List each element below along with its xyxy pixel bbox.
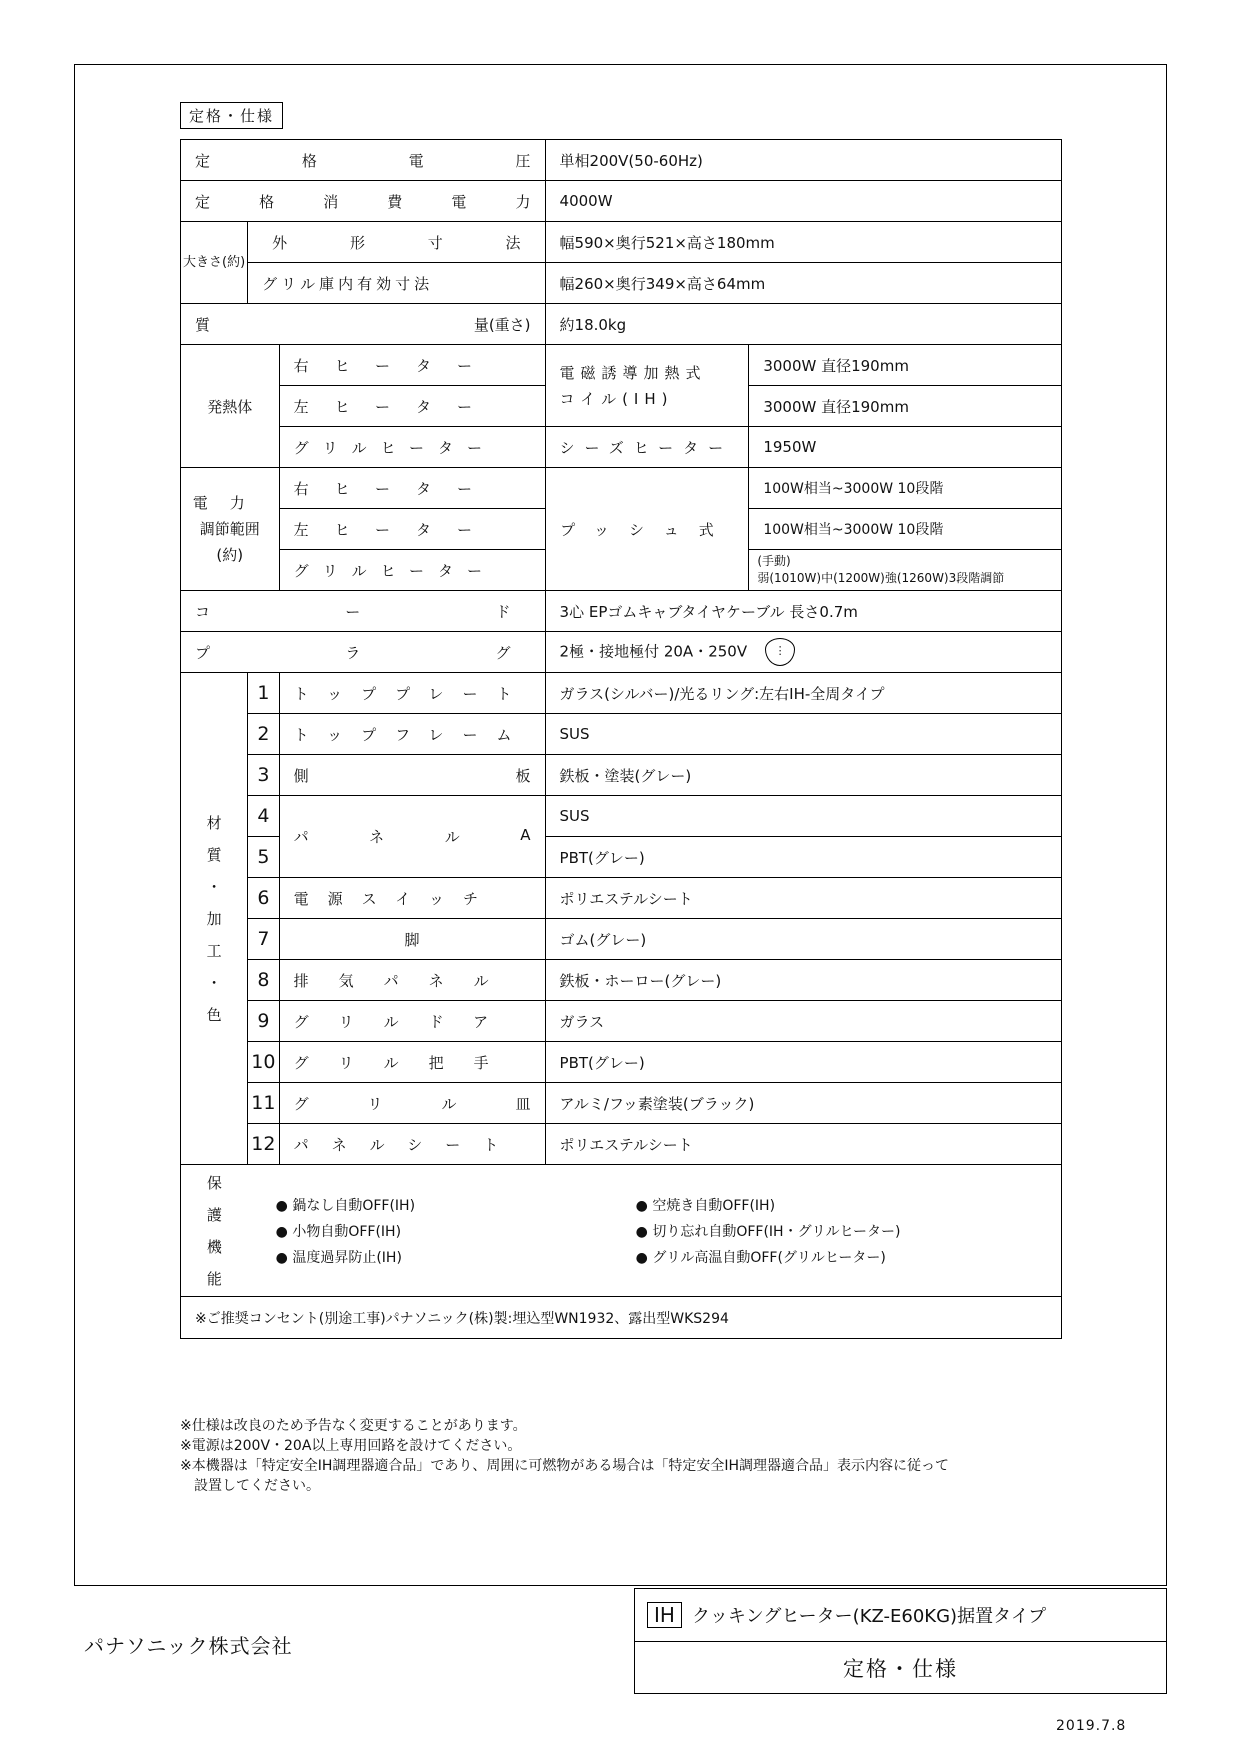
char: 消: [323, 192, 339, 211]
mat-value: 鉄板・塗装(グレー): [545, 755, 1061, 796]
control-right-value: 100W相当~3000W 10段階: [749, 468, 1062, 509]
mat-value: ガラス(シルバー)/光るリング:左右IH-全周タイプ: [545, 673, 1061, 714]
char: 形: [349, 233, 365, 252]
vertical-char: 機: [206, 1237, 222, 1256]
table-row: [181, 427, 1062, 468]
mat-part: パネルシート: [279, 1124, 545, 1165]
char: 電: [408, 151, 424, 170]
mat-value: ガラス: [545, 1001, 1061, 1042]
section-label: 定格・仕様: [180, 102, 283, 129]
weight-label-left: 質: [195, 315, 211, 334]
table-row: [181, 878, 1062, 919]
char: 寸: [427, 233, 443, 252]
vertical-char: 加: [206, 909, 222, 928]
table-row: [181, 1165, 1062, 1297]
spread: [195, 642, 531, 663]
vertical-char: 色: [206, 1005, 222, 1024]
grill-size-label: グリル庫内有効寸法: [248, 263, 545, 304]
vertical-char: ・: [206, 973, 222, 992]
char: 定: [195, 192, 211, 211]
ih-type: [545, 345, 749, 427]
mat-no: 3: [248, 755, 279, 796]
vertical-char: 質: [206, 845, 222, 864]
char: 板: [515, 766, 531, 785]
spread: [195, 191, 531, 212]
mat-no: 10: [248, 1042, 279, 1083]
control-group-3: (約): [216, 546, 244, 564]
mat-part: 脚: [279, 919, 545, 960]
control-grill-1: (手動): [757, 554, 791, 568]
table-row: [181, 919, 1062, 960]
materials-group-label: [181, 807, 247, 1031]
company-name: パナソニック株式会社: [84, 1634, 293, 1658]
voltage-label: [181, 140, 546, 181]
weight-label: [181, 304, 546, 345]
ih-tag: IH: [647, 1602, 682, 1628]
control-left-value: 100W相当~3000W 10段階: [749, 509, 1062, 550]
char: ネ: [369, 828, 385, 846]
mat-no: 1: [248, 673, 279, 714]
voltage-value: 単相200V(50-60Hz): [545, 140, 1061, 181]
table-row: [181, 181, 1062, 222]
plug-label: [181, 632, 546, 673]
mat-no: 8: [248, 960, 279, 1001]
protection-item: ● 切り忘れ自動OFF(IH・グリルヒーター): [635, 1223, 901, 1240]
mat-no: 12: [248, 1124, 279, 1165]
spread: [294, 1093, 531, 1114]
heater-left-value: 3000W 直径190mm: [749, 386, 1062, 427]
table-row: [181, 1297, 1062, 1339]
heater-left-label: 左ヒーター: [279, 386, 545, 427]
protection-group: [181, 1165, 248, 1297]
mat-no: 4: [248, 796, 279, 837]
protection-items: [248, 1165, 1062, 1297]
mat-value: 鉄板・ホーロー(グレー): [545, 960, 1061, 1001]
char: パ: [293, 828, 309, 846]
power-label: [181, 181, 546, 222]
cord-value: 3心 EPゴムキャブタイヤケーブル 長さ0.7m: [545, 591, 1061, 632]
mat-part: 排気パネル: [279, 960, 545, 1001]
table-row: [181, 345, 1062, 386]
weight-label-right: 量(重さ): [473, 315, 531, 334]
title-block: [634, 1588, 1167, 1694]
heater-grill-value: 1950W: [749, 427, 1062, 468]
notes: [180, 1416, 949, 1496]
size-group: 大きさ(約): [181, 222, 248, 304]
table-row: [181, 1001, 1062, 1042]
mat-part: トップフレーム: [279, 714, 545, 755]
char: 側: [293, 766, 309, 785]
table-row: [181, 755, 1062, 796]
char: ー: [345, 602, 361, 621]
outer-size-value: 幅590×奥行521×高さ180mm: [545, 222, 1061, 263]
mat-no: 9: [248, 1001, 279, 1042]
char: ド: [495, 602, 511, 621]
vertical-char: 材: [206, 813, 222, 832]
table-row: [181, 960, 1062, 1001]
sheath-heater: シーズヒーター: [545, 427, 749, 468]
mat-value: SUS: [545, 714, 1061, 755]
table-row: [181, 468, 1062, 509]
char: A: [520, 826, 531, 844]
doc-title: 定格・仕様: [843, 1656, 958, 1681]
table-row: [181, 591, 1062, 632]
mat-part: グリル把手: [279, 1042, 545, 1083]
cord-label: [181, 591, 546, 632]
vertical-char: 護: [206, 1205, 222, 1224]
table-row: [181, 632, 1062, 673]
table-row: [181, 263, 1062, 304]
table-row: [181, 796, 1062, 837]
mat-value: PBT(グレー): [545, 837, 1061, 878]
control-grill-label: グリルヒーター: [279, 550, 545, 591]
protection-item: ● グリル高温自動OFF(グリルヒーター): [635, 1249, 886, 1266]
table-row: [181, 1083, 1062, 1124]
table-row: [181, 222, 1062, 263]
char: 定: [195, 151, 211, 170]
mat-part: [279, 796, 545, 878]
table-row: [181, 673, 1062, 714]
protection-group-label: [181, 1167, 248, 1295]
table-row: [181, 714, 1062, 755]
spread: [262, 232, 530, 253]
char: リ: [367, 1094, 383, 1113]
spread: [195, 314, 531, 335]
control-right-label: 右ヒーター: [279, 468, 545, 509]
mat-value: ポリエステルシート: [545, 1124, 1061, 1165]
mat-no: 6: [248, 878, 279, 919]
protection-grid: [262, 1195, 1047, 1267]
spec-table: [180, 139, 1062, 1339]
mat-no: 7: [248, 919, 279, 960]
recommend-note: ※ご推奨コンセント(別途工事)パナソニック(株)製:埋込型WN1932、露出型WKS294: [181, 1297, 1062, 1339]
mat-part: トッププレート: [279, 673, 545, 714]
control-grill-value: [749, 550, 1062, 591]
mat-part: [279, 755, 545, 796]
control-left-label: 左ヒーター: [279, 509, 545, 550]
heater-grill-label: グリルヒーター: [279, 427, 545, 468]
plug-value-text: 2極・接地極付 20A・250V: [559, 642, 748, 661]
mat-value: PBT(グレー): [545, 1042, 1061, 1083]
vertical-char: ・: [206, 877, 222, 896]
control-group-1: 電力: [192, 494, 267, 512]
ih-type-2: コイル(IH): [559, 389, 674, 408]
mat-part: 電源スイッチ: [279, 878, 545, 919]
power-value: 4000W: [545, 181, 1061, 222]
vertical-char: 能: [206, 1269, 222, 1288]
char: 費: [387, 192, 403, 211]
outer-size-label: [248, 222, 545, 263]
mat-no: 11: [248, 1083, 279, 1124]
mat-no: 2: [248, 714, 279, 755]
mat-value: SUS: [545, 796, 1061, 837]
mat-part: [279, 1083, 545, 1124]
product-title: クッキングヒーター(KZ-E60KG)据置タイプ: [691, 1606, 1047, 1627]
char: グ: [293, 1094, 309, 1113]
mat-part: グリルドア: [279, 1001, 545, 1042]
table-row: [181, 1124, 1062, 1165]
ih-type-1: 電磁誘導加熱式: [559, 363, 707, 382]
table-row: [181, 1042, 1062, 1083]
char: 外: [272, 233, 288, 252]
spread: [195, 601, 531, 622]
char: 力: [515, 192, 531, 211]
mat-no: 5: [248, 837, 279, 878]
spread: [195, 150, 531, 171]
spread: [294, 765, 531, 786]
char: ル: [444, 828, 460, 846]
char: 圧: [515, 151, 531, 170]
protection-item: ● 温度過昇防止(IH): [275, 1249, 402, 1266]
char: 格: [259, 192, 275, 211]
mat-value: ポリエステルシート: [545, 878, 1061, 919]
note: 設置してください。: [180, 1478, 320, 1494]
grill-size-value: 幅260×奥行349×高さ64mm: [545, 263, 1061, 304]
heater-right-value: 3000W 直径190mm: [749, 345, 1062, 386]
control-group: [181, 468, 280, 591]
char: ラ: [345, 643, 361, 662]
spread: [294, 826, 531, 847]
control-method: プッシュ式: [545, 468, 749, 591]
table-row: [181, 304, 1062, 345]
control-grill-2: 弱(1010W)中(1200W)強(1260W)3段階調節: [757, 571, 1005, 585]
note: ※電源は200V・20A以上専用回路を設けてください。: [180, 1438, 522, 1454]
char: ル: [441, 1094, 457, 1113]
char: コ: [195, 602, 211, 621]
heater-group: 発熱体: [181, 345, 280, 468]
vertical-char: 工: [206, 941, 222, 960]
materials-group: [181, 673, 248, 1165]
char: 法: [505, 233, 521, 252]
mat-value: ゴム(グレー): [545, 919, 1061, 960]
mat-value: アルミ/フッ素塗装(ブラック): [545, 1083, 1061, 1124]
control-group-2: 調節範囲: [199, 520, 260, 538]
char: グ: [495, 643, 511, 662]
note: ※本機器は「特定安全IH調理器適合品」であり、周囲に可燃物がある場合は「特定安全IH調理器適合品」表示内容に従って: [180, 1458, 950, 1474]
date: 2019.7.8: [1056, 1718, 1127, 1734]
weight-value: 約18.0kg: [545, 304, 1061, 345]
vertical-char: 保: [206, 1173, 222, 1192]
char: 格: [301, 151, 317, 170]
plug-value: [545, 632, 1061, 673]
plug-icon: ⋮: [765, 638, 795, 666]
note: ※仕様は改良のため予告なく変更することがあります。: [180, 1418, 527, 1434]
char: 電: [451, 192, 467, 211]
char: 皿: [515, 1094, 531, 1113]
table-row: [181, 140, 1062, 181]
protection-item: ● 小物自動OFF(IH): [275, 1223, 402, 1240]
protection-item: ● 空焼き自動OFF(IH): [635, 1197, 776, 1214]
title-row-product: [635, 1589, 1166, 1642]
heater-right-label: 右ヒーター: [279, 345, 545, 386]
char: プ: [195, 643, 211, 662]
protection-item: ● 鍋なし自動OFF(IH): [275, 1197, 416, 1214]
